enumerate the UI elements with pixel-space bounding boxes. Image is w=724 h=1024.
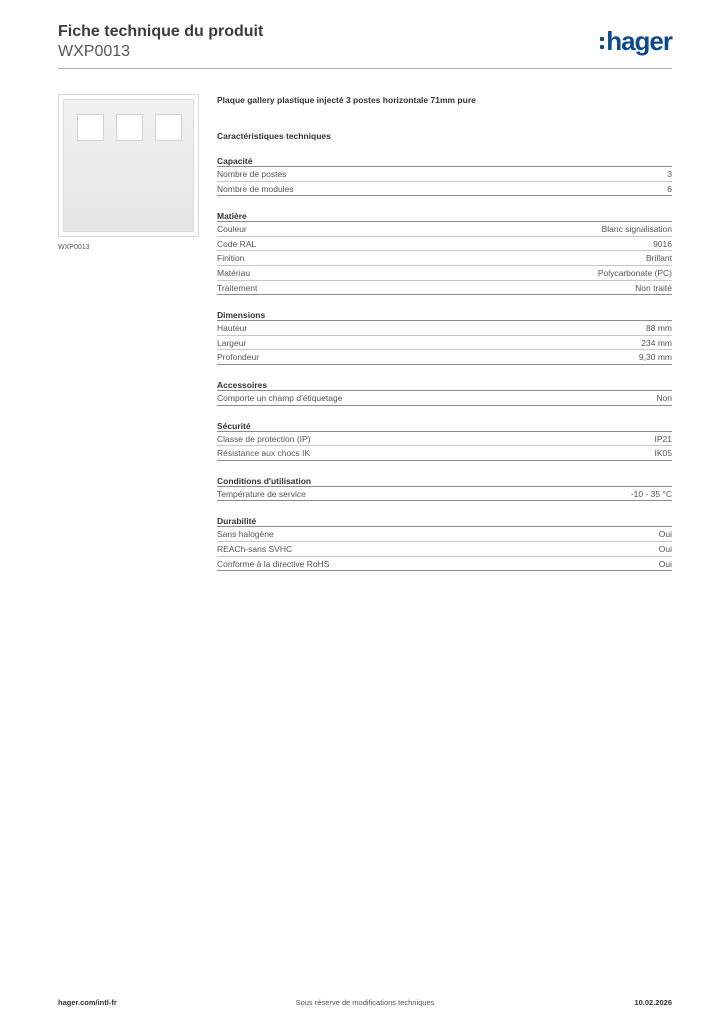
product-reference: WXP0013 <box>58 43 131 60</box>
spec-label: Nombre de postes <box>217 169 287 179</box>
spec-value: Oui <box>658 543 672 554</box>
spec-value: -10 - 35 °C <box>630 488 672 499</box>
spec-value: Non <box>656 392 672 403</box>
spec-label: Hauteur <box>217 323 248 334</box>
spec-value: Oui <box>658 558 672 569</box>
spec-value: 6 <box>667 183 672 194</box>
spec-row <box>217 557 672 572</box>
spec-label: Classe de protection (IP) <box>217 433 311 444</box>
spec-row <box>217 237 672 252</box>
spec-value: Brillant <box>646 253 672 264</box>
spec-row <box>217 446 672 461</box>
spec-label: Sans halogène <box>217 529 274 540</box>
spec-value: 9016 <box>653 238 672 249</box>
spec-group-title: Capacité <box>217 156 672 167</box>
spec-label: Résistance aux chocs IK <box>217 448 311 459</box>
spec-row <box>217 281 672 296</box>
header-divider <box>58 68 672 69</box>
product-image <box>58 94 199 237</box>
spec-group-title: Dimensions <box>217 310 672 321</box>
spec-row <box>217 391 672 406</box>
spec-label: Traitement <box>217 282 258 293</box>
spec-value: Oui <box>658 529 672 540</box>
spec-value: 234 mm <box>641 337 672 348</box>
logo-colon-icon <box>600 37 604 49</box>
spec-value: 9,30 mm <box>638 352 672 363</box>
three-gang-plate-icon <box>63 99 194 232</box>
spec-value: 88 mm <box>646 323 672 334</box>
spec-label: Comporte un champ d'étiquetage <box>217 392 343 403</box>
spec-label: Température de service <box>217 488 306 499</box>
spec-label: Finition <box>217 253 245 264</box>
spec-value: Blanc signalisation <box>601 224 672 235</box>
product-name: Plaque gallery plastique injecté 3 postes horizontale 71mm pure <box>217 95 476 105</box>
spec-row <box>217 182 672 197</box>
spec-group <box>217 421 672 461</box>
spec-row <box>217 167 672 182</box>
spec-label: Code RAL <box>217 238 257 249</box>
page-header <box>58 22 672 70</box>
specs-heading: Caractéristiques techniques <box>217 131 331 141</box>
spec-group <box>217 380 672 406</box>
spec-value: 3 <box>667 169 672 179</box>
hager-logo <box>600 28 672 54</box>
spec-row <box>217 251 672 266</box>
footer-notice: Sous réserve de modifications techniques <box>295 998 435 1007</box>
plate-opening <box>116 114 143 141</box>
spec-group-title: Durabilité <box>217 516 672 527</box>
spec-group-title: Conditions d'utilisation <box>217 476 672 487</box>
spec-label: REACh-sans SVHC <box>217 543 293 554</box>
spec-label: Matériau <box>217 267 251 278</box>
plate-opening <box>77 114 104 141</box>
spec-value: Non traité <box>635 282 672 293</box>
spec-group <box>217 211 672 295</box>
spec-group <box>217 516 672 571</box>
footer-website: hager.com/intl-fr <box>58 998 117 1007</box>
spec-label: Profondeur <box>217 352 260 363</box>
spec-row <box>217 527 672 542</box>
spec-group-title: Accessoires <box>217 380 672 391</box>
spec-value: IP21 <box>654 433 672 444</box>
spec-group-title: Matière <box>217 211 672 222</box>
spec-row <box>217 336 672 351</box>
image-caption: WXP0013 <box>58 244 90 251</box>
spec-groups <box>217 156 672 571</box>
logo-text: hager <box>606 26 672 56</box>
spec-value: IK05 <box>654 448 672 459</box>
spec-row <box>217 266 672 281</box>
spec-content <box>217 94 672 571</box>
spec-label: Conforme à la directive RoHS <box>217 558 330 569</box>
spec-row <box>217 350 672 365</box>
spec-group <box>217 476 672 502</box>
spec-label: Largeur <box>217 337 247 348</box>
spec-label: Couleur <box>217 224 247 235</box>
spec-group-title: Sécurité <box>217 421 672 432</box>
spec-group <box>217 310 672 365</box>
spec-label: Nombre de modules <box>217 183 294 194</box>
spec-group <box>217 156 672 196</box>
spec-row <box>217 487 672 502</box>
spec-row <box>217 542 672 557</box>
spec-value: Polycarbonate (PC) <box>597 267 672 278</box>
plate-opening <box>155 114 182 141</box>
footer-date: 10.02.2026 <box>634 998 672 1007</box>
spec-row <box>217 222 672 237</box>
spec-row <box>217 432 672 447</box>
document-title: Fiche technique du produit <box>58 23 264 40</box>
spec-row <box>217 321 672 336</box>
